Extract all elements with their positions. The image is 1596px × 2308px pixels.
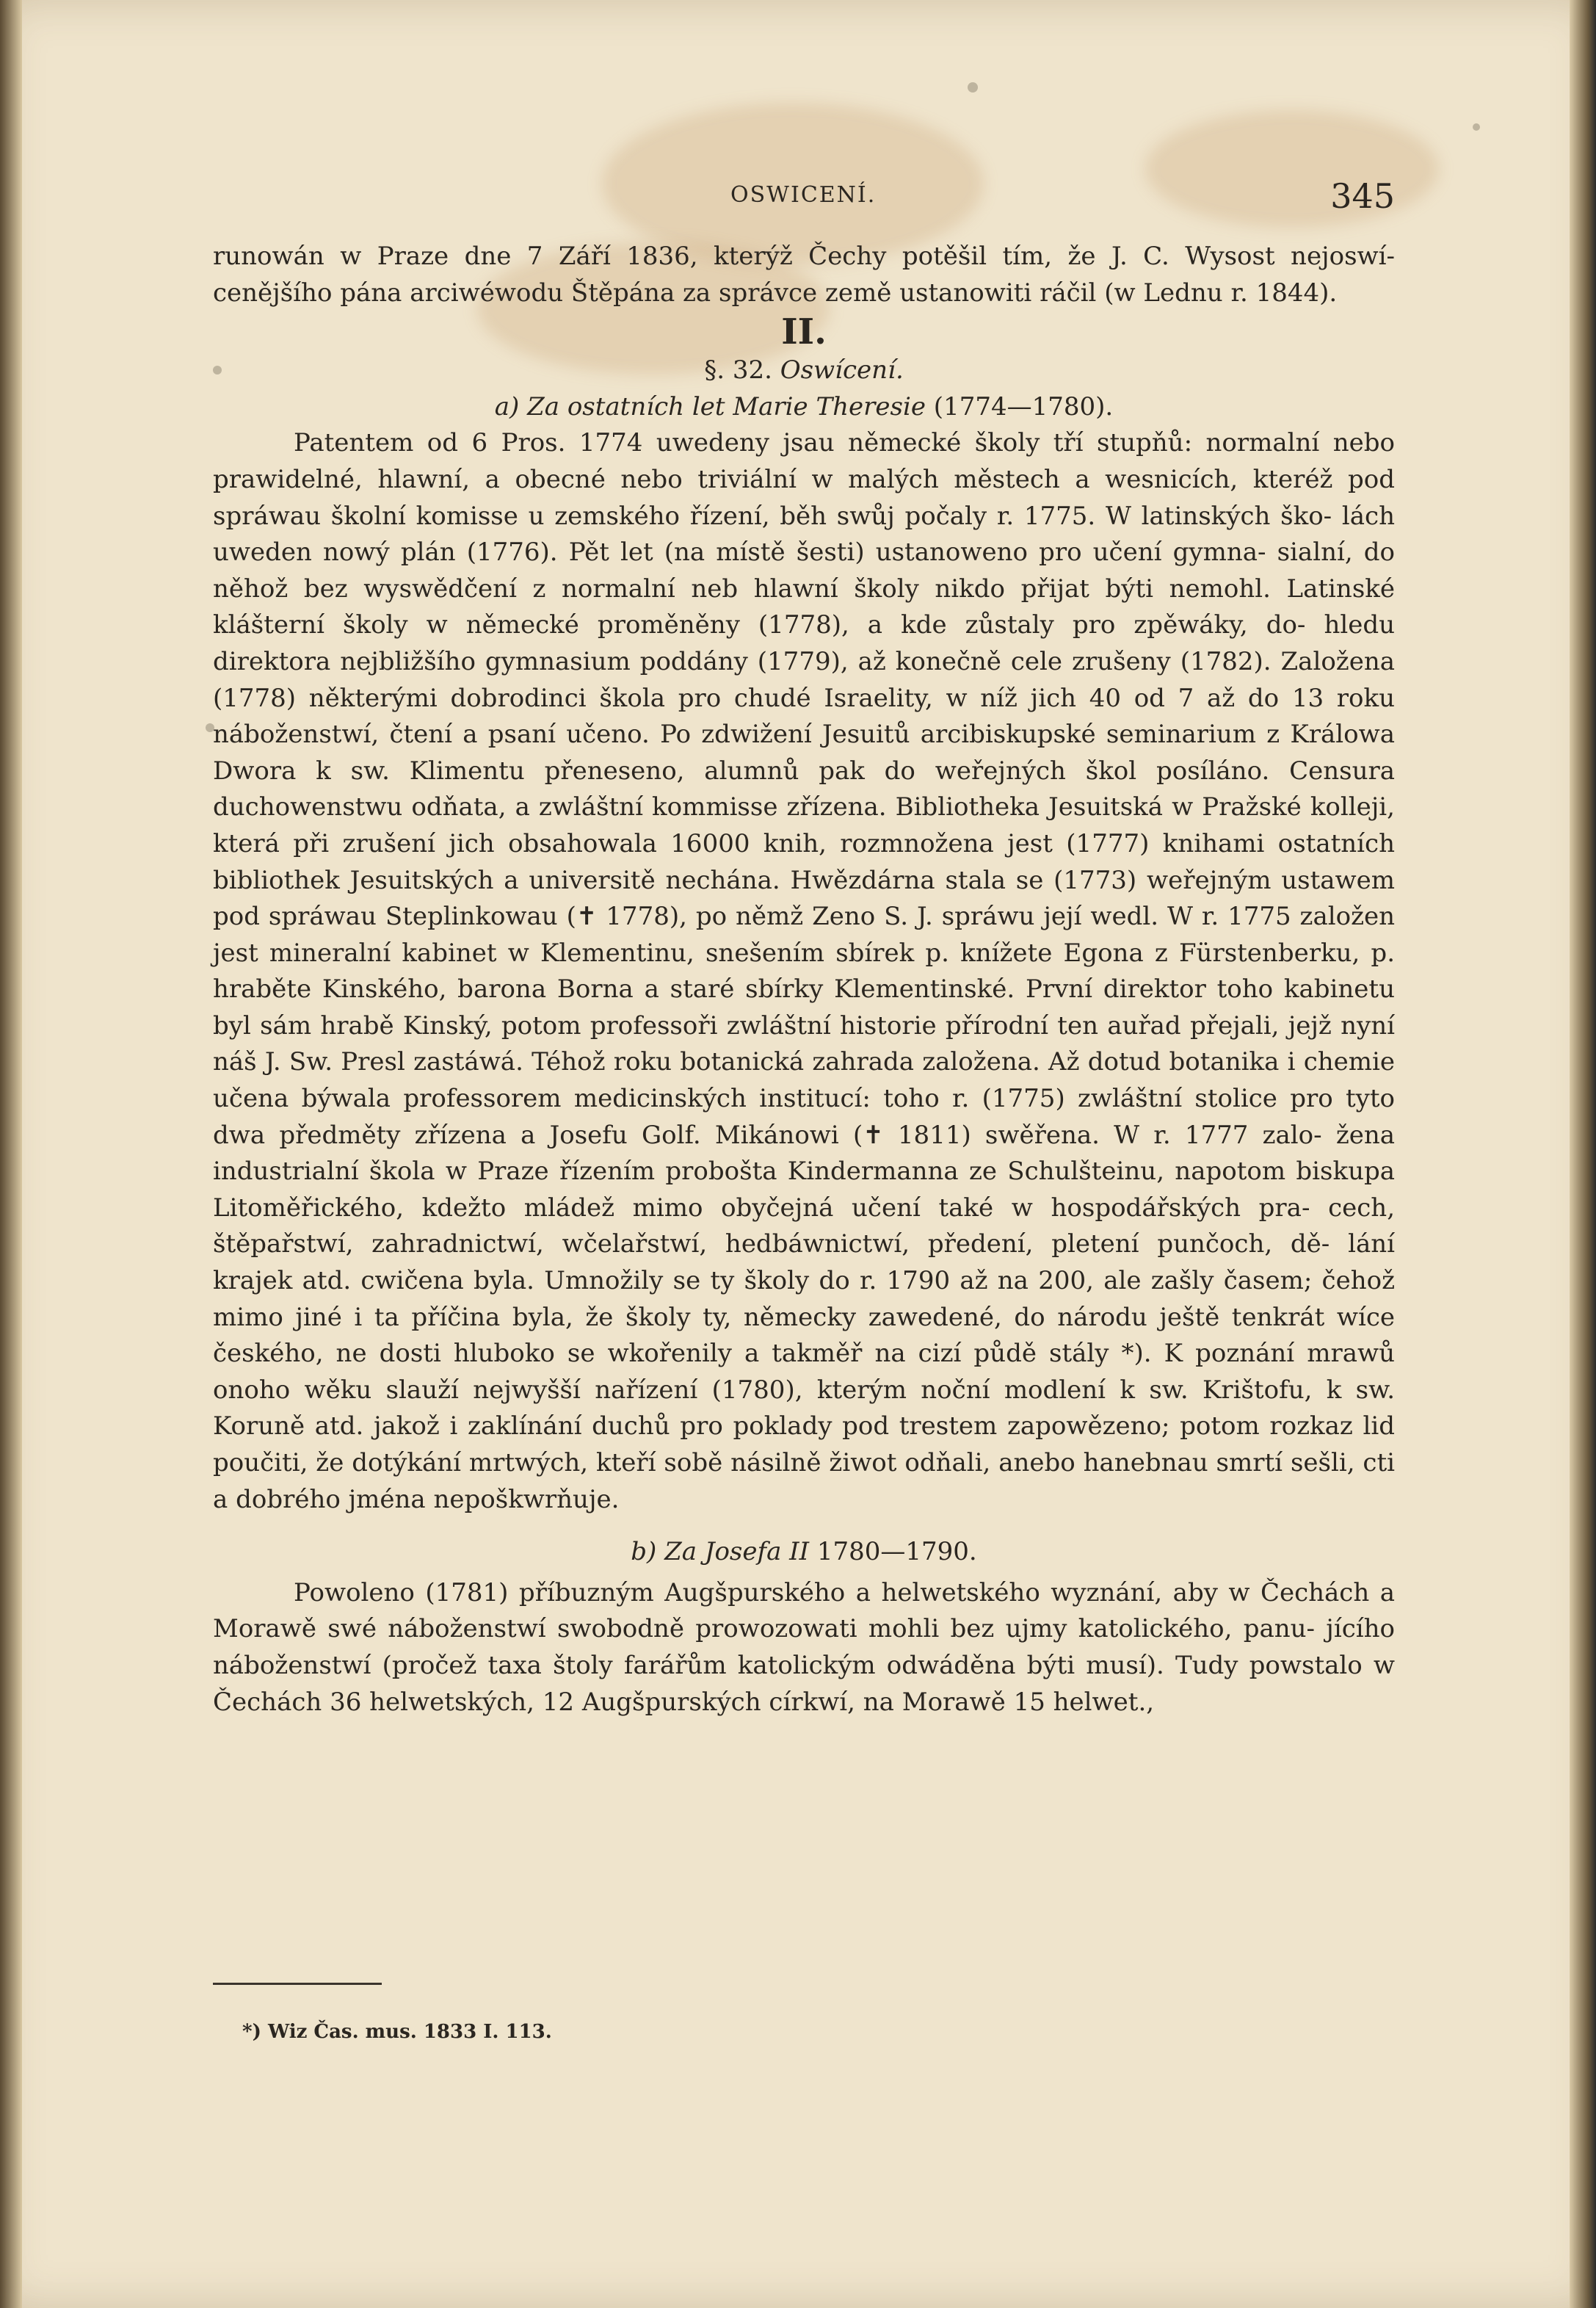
text-line: r. 1844). [1230, 278, 1338, 308]
text-line: až do 13 roku náboženstwí, čtení a psaní učeno. Po zdwižení Jesuitů arcibiskupské [213, 683, 1396, 750]
text-line: prawidelné, hlawní, a obecné nebo triviální w malých městech a wesnicích, kteréž pod [213, 464, 1395, 494]
footnote-rule [213, 1983, 382, 1985]
text-line: posíláno. Censura duchowenstwu odňata, a zwláštní kommisse zřízena. Bibliotheka [213, 756, 1395, 822]
text-line: Latinské klášterní školy w německé proměněny (1778), a kde zůstaly pro zpěwáky, do- [213, 574, 1396, 640]
page-left-edge [0, 0, 22, 2308]
subheading-a-label: a) Za ostatních let Marie Theresie [494, 391, 926, 422]
intro-paragraph [213, 239, 1395, 311]
text-line: cenějšího pána arciwéwodu Štěpána za správce země ustanowiti ráčil (w Lednu [213, 278, 1223, 308]
roman-heading: II. [781, 311, 827, 353]
text-line: Patentem od 6 Pros. 1774 uwedeny jsau německé školy tří stupňů: normalní nebo [294, 428, 1395, 458]
paper-speck [968, 82, 978, 93]
running-head [213, 176, 1395, 220]
text-line: biskupa Litoměřického, kdežto mládež mimo obyčejná učení také w hospodářských pra- [213, 1157, 1395, 1223]
section-heading [213, 352, 1395, 389]
text-line: lách uweden nowý plán (1776). Pět let (na místě šesti) ustanoweno pro učení gymna- [213, 501, 1395, 568]
text-line: seminarium z Králowa Dwora k sw. Klimentu přeneseno, alumnů pak do weřejných škol [213, 720, 1395, 786]
text-line: cech, štěpařstwí, zahradnictwí, wčelařstwí, hedbáwnictwí, předení, pletení punčoch, dě- [213, 1193, 1396, 1259]
text-line: runowán w Praze dne 7 Září 1836, kterýž Čechy potěšil tím, že J. C. Wysost nejoswí- [213, 242, 1395, 271]
text-line: a Morawě swé náboženstwí swobodně prowozowati mohli bez ujmy katolického, panu- [213, 1577, 1395, 1644]
text-line: snešením sbírek p. knížete Egona z Fürstenberku, p. hraběte Kinského, barona Borna [213, 938, 1395, 1005]
page-number: 345 [1330, 176, 1395, 216]
section-title: Oswícení. [780, 355, 904, 386]
text-line: spráwau školní komisse u zemského řízení, běh swůj počaly r. 1775. W latinských ško- [213, 501, 1332, 531]
page-right-edge [1570, 0, 1596, 2308]
text-line: Založena (1778) některými dobrodinci škola pro chudé Israelity, w níž jich 40 od 7 [213, 646, 1395, 713]
page-text [213, 239, 1395, 1721]
subheading-b-label: b) Za Josefa II [631, 1537, 810, 1567]
text-line: dwa předměty zřízena a Josefu Golf. Mikánowi (✝ 1811) swěřena. W r. 1777 zalo- [213, 1120, 1322, 1150]
text-line: časem; čehož mimo jiné i ta příčina byla, že školy ty, německy zawedené, do národu [213, 1266, 1395, 1332]
footnote: *) Wiz Čas. mus. 1833 I. 113. [242, 2021, 552, 2043]
text-line: lání krajek atd. cwičena byla. Umnožily se ty školy do r. 1790 až na 200, ale zašly [213, 1229, 1395, 1296]
text-line: zastáwá. Téhož roku botanická zahrada založena. Až dotud botanika i chemie učena [213, 1047, 1396, 1114]
text-line: Zeno S. J. spráwu její wedl. W r. 1775 založen jest mineralní kabinet w Klementinu, [213, 902, 1395, 968]
text-line: Jesuitská w Pražské kolleji, která při zrušení jich obsahowala 16000 knih, rozmnožena [213, 792, 1395, 858]
subheading-b [213, 1534, 1395, 1571]
text-line: potom professoři zwláštní historie přírodní ten auřad přejali, jejž nyní náš J. Sw. Presl [213, 1010, 1395, 1077]
text-line: jest (1777) knihami ostatních bibliothek Jesuitských a universitě nechána. Hwězdárna [213, 828, 1395, 895]
running-title: OSWICENÍ. [730, 182, 877, 208]
text-line: sialní, do něhož bez wyswědčení z normalní neb hlawní školy nikdo přijat býti nemohl. [213, 538, 1396, 604]
text-line: stály *). K poznání mrawů onoho wěku slauží nejwyšší nařízení (1780), kterým noční [213, 1339, 1395, 1405]
text-line: žiwot odňali, anebo hanebnau smrtí sešli, cti a dobrého jména nepoškwrňuje. [213, 1448, 1395, 1514]
text-line: ještě tenkrát wíce českého, ne dosti hluboko se wkořenily a takměř na cizí půdě [213, 1302, 1395, 1369]
paragraph-a [213, 425, 1395, 1518]
text-line: modlení k sw. Krištofu, k sw. Koruně atd. jakož i zaklínání duchů pro poklady pod [213, 1375, 1396, 1441]
text-line: hledu direktora nejbližšího gymnasium poddány (1779), až konečně cele zrušeny (1782). [213, 610, 1396, 676]
subheading-a [213, 389, 1395, 426]
paragraph-b [213, 1575, 1395, 1721]
text-line: a staré sbírky Klementinské. První direktor toho kabinetu byl sám hrabě Kinský, [213, 974, 1395, 1041]
text-line: stala se (1773) weřejným ustawem pod spráwau Steplinkowau (✝ 1778), po němž [213, 865, 1395, 932]
text-line: trestem zapowězeno; potom rozkaz lid poučiti, že dotýkání mrtwých, kteří sobě násilně [213, 1411, 1395, 1477]
subheading-a-years: (1774—1780). [933, 391, 1114, 422]
text-line: žena industrialní škola w Praze řízením probošta Kindermanna ze Schulšteinu, napotom [213, 1120, 1396, 1187]
text-line: powstalo w Čechách 36 helwetských, 12 Augšpurských církwí, na Morawě 15 helwet., [213, 1650, 1395, 1717]
subheading-b-years: 1780—1790. [816, 1537, 977, 1567]
text-line: Powoleno (1781) příbuzným Augšpurského a helwetského wyznání, aby w Čechách [294, 1577, 1370, 1607]
text-line: jícího náboženstwí (pročež taxa štoly farářům katolickým odwáděna býti musí). Tudy [213, 1614, 1395, 1680]
text-line: býwala professorem medicinských institucí: toho r. (1775) zwláštní stolice pro tyto [301, 1084, 1395, 1114]
section-number: §. 32. [704, 355, 772, 386]
paper-speck [1473, 123, 1480, 131]
